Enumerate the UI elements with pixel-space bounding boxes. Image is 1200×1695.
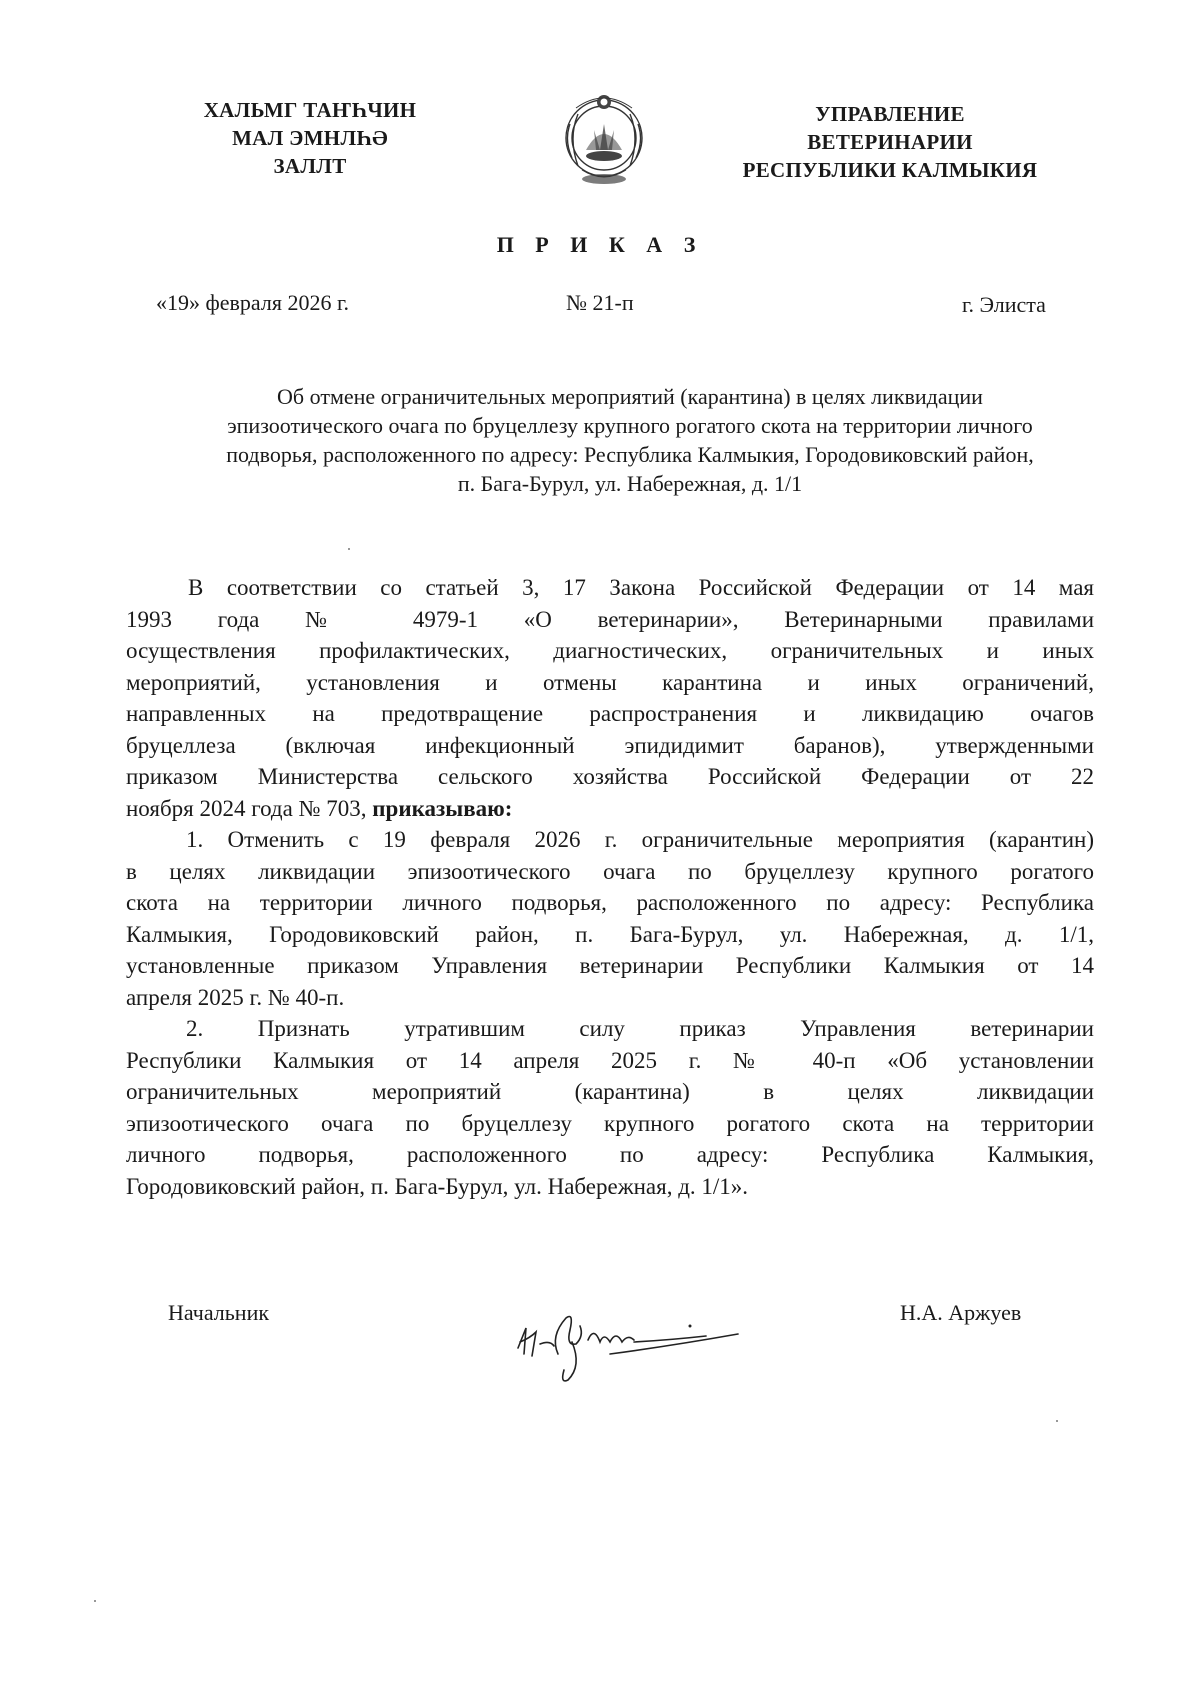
scan-artifact (348, 548, 350, 550)
header-left-line: ЗАЛЛТ (273, 154, 347, 178)
header-russian-org (720, 100, 1060, 184)
item2-line: личного подворья, расположенного по адресу: Республика Калмыкия, (126, 1142, 1094, 1167)
preamble-line: направленных на предотвращение распространения и ликвидацию очагов (126, 701, 1094, 726)
document-type: П Р И К А З (496, 232, 704, 257)
document-title (150, 382, 1110, 498)
item2-line: эпизоотического очага по бруцеллезу крупного рогатого скота на территории (126, 1110, 1094, 1136)
item1-line: скота на территории личного подворья, расположенного по адресу: Республика (126, 890, 1094, 915)
preamble-line: приказом Министерства сельского хозяйства Российской Федерации от 22 (126, 764, 1094, 789)
document-city: г. Элиста (962, 292, 1046, 317)
header-right-line: РЕСПУБЛИКИ КАЛМЫКИЯ (742, 158, 1038, 182)
preamble-last-text: ноября 2024 года № 703, (126, 795, 373, 821)
document-number: № 21-п (566, 290, 634, 315)
preamble-line: 1993 года № 4979-1 «О ветеринарии», Ветеринарными правилами (126, 606, 1094, 632)
kalmykia-coat-of-arms-icon (556, 84, 652, 190)
signatory-name: Н.А. Аржуев (900, 1300, 1022, 1325)
title-line: эпизоотического очага по бруцеллезу крупного рогатого скота на территории личного (227, 413, 1033, 438)
item1-line: Калмыкия, Городовиковский район, п. Бага-Бурул, ул. Набережная, д. 1/1, (126, 921, 1094, 947)
preamble-line: В соответствии со статьей 3, 17 Закона Российской Федерации от 14 мая (188, 575, 1094, 600)
item2-line: ограничительных мероприятий (карантина) в целях ликвидации (126, 1079, 1094, 1104)
title-line: Об отмене ограничительных мероприятий (карантина) в целях ликвидации (277, 384, 983, 409)
item1-line: апреля 2025 г. № 40-п. (126, 984, 345, 1010)
item1-line: установленные приказом Управления ветеринарии Республики Калмыкия от 14 (126, 953, 1094, 978)
header-left-line: ХАЛЬМГ ТАҤҺЧИН (203, 98, 417, 122)
item2-line: Республики Калмыкия от 14 апреля 2025 г. № 40-п «Об установлении (126, 1047, 1094, 1073)
scan-artifact (1056, 1420, 1058, 1422)
preamble-line: мероприятий, установления и отмены карантина и иных ограничений, (126, 669, 1094, 695)
preamble-line: бруцеллеза (включая инфекционный эпидидимит баранов), утвержденными (126, 732, 1094, 758)
command-word: приказываю: (372, 795, 513, 821)
title-line: подворья, расположенного по адресу: Республика Калмыкия, Городовиковский район, (226, 442, 1034, 467)
preamble-line (126, 793, 1094, 825)
header-right-line: УПРАВЛЕНИЕ (815, 102, 965, 126)
item1-line: 1. Отменить с 19 февраля 2026 г. ограничительные мероприятия (карантин) (186, 827, 1094, 852)
document-date: «19» февраля 2026 г. (156, 290, 350, 315)
header-left-line: МАЛ ЭМНЛҺӘ (232, 126, 388, 150)
document-body (126, 572, 1094, 1202)
item2-line: 2. Признать утратившим силу приказ Управления ветеринарии (186, 1016, 1094, 1041)
scan-artifact (94, 1600, 96, 1602)
item2-line: Городовиковский район, п. Бага-Бурул, ул. Набережная, д. 1/1». (126, 1173, 749, 1199)
preamble-line: осуществления профилактических, диагностических, ограничительных и иных (126, 638, 1094, 663)
header-right-line: ВЕТЕРИНАРИИ (807, 130, 973, 154)
item1-line: в целях ликвидации эпизоотического очага по бруцеллезу крупного рогатого (126, 858, 1094, 884)
title-line: п. Бага-Бурул, ул. Набережная, д. 1/1 (457, 471, 803, 496)
header-kalmyk-org (170, 96, 450, 180)
signatory-position: Начальник (168, 1300, 270, 1325)
handwritten-signature-icon (510, 1296, 750, 1386)
